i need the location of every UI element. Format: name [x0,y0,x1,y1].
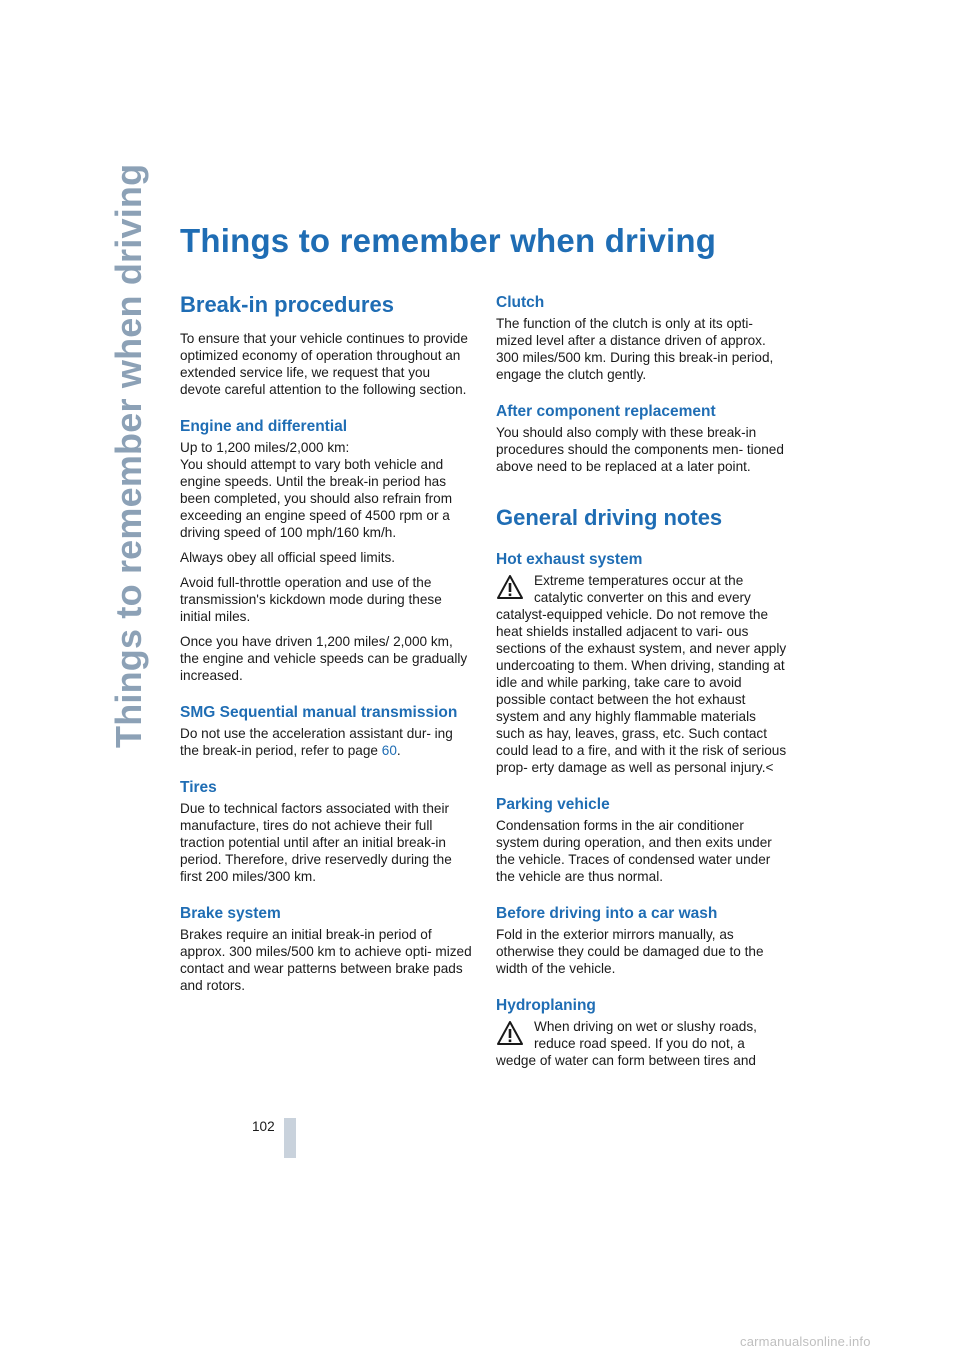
after-replacement-heading: After component replacement [496,403,716,420]
watermark: carmanualsonline.info [740,1334,871,1349]
exhaust-heading: Hot exhaust system [496,551,643,568]
after-replacement-text: You should also comply with these break-in procedures should the components men- tioned above need to be replaced at a later point. [496,425,784,474]
breakin-intro: To ensure that your vehicle continues to provide optimized economy of operation throughout an extended service life, we request that you devote careful attention to the following section. [180,331,468,397]
hydroplaning-heading: Hydroplaning [496,997,596,1014]
smg-text-body: Do not use the acceleration assistant dur- ing the break-in period, refer to page [180,726,453,758]
warning-triangle-icon [496,1020,524,1046]
tires-heading: Tires [180,779,217,796]
engine-p3: Always obey all official speed limits. [180,550,396,565]
clutch-heading: Clutch [496,294,545,311]
hydroplaning-text-body: When driving on wet or slushy roads, reduce road speed. If you do not, a wedge of water can form between tires and [496,1019,757,1068]
exhaust-text [496,572,788,776]
side-title-text: Things to remember when driving [108,163,149,748]
page-bar [284,1118,296,1158]
parking-text: Condensation forms in the air conditioner system during operation, and then exits under the vehicle. Traces of condensed water under the vehicle are thus normal. [496,818,772,884]
right-column [496,292,788,1077]
carwash-text: Fold in the exterior mirrors manually, as otherwise they could be damaged due to the width of the vehicle. [496,927,764,976]
tires-text: Due to technical factors associated with their manufacture, tires do not achieve their full traction potential until after an initial break-in period. Therefore, drive reservedly during the first 200 miles/300 km. [180,801,452,884]
breakin-heading: Break-in procedures [180,292,394,317]
brakes-heading: Brake system [180,905,281,922]
left-column [180,292,472,1002]
side-title [108,163,149,748]
page-reference-link[interactable]: 60 [381,743,397,758]
parking-heading: Parking vehicle [496,796,610,813]
smg-heading: SMG Sequential manual transmission [180,704,458,721]
carwash-heading: Before driving into a car wash [496,905,718,922]
engine-p5: Once you have driven 1,200 miles/ 2,000 km, the engine and vehicle speeds can be gradually increased. [180,634,468,683]
smg-text [180,725,472,759]
warning-triangle-icon [496,574,524,600]
engine-p2: You should attempt to vary both vehicle and engine speeds. Until the break-in period has been completed, you should also refrain from exceeding an engine speed of 4500 rpm or a driving speed of 100 mph/160 km/h. [180,457,453,540]
smg-text-end: . [396,743,401,758]
end-mark: < [765,760,774,775]
general-notes-heading: General driving notes [496,505,723,530]
engine-p1: Up to 1,200 miles/2,000 km: [180,440,350,455]
engine-p4: Avoid full-throttle operation and use of the transmission's kickdown mode during these initial miles. [180,575,442,624]
page-title: Things to remember when driving [180,222,717,259]
page-number: 102 [252,1119,275,1134]
clutch-text: The function of the clutch is only at its opti- mized level after a distance driven of approx. 300 miles/500 km. During this break-in period, engage the clutch gently. [496,316,774,382]
hydroplaning-text [496,1018,788,1069]
exhaust-text-body: Extreme temperatures occur at the catalytic converter on this and every catalyst-equipped vehicle. Do not remove the heat shields installed adjacent to vari- ous sections of the exhaust system, and never apply undercoating to them. When driving, standing at idle and while parking, take care to avoid possible contact between the hot exhaust system and any highly flammable materials such as hay, leaves, grass, etc. Such contact could lead to a fire, and with it the risk of serious prop- erty damage as well as personal injury. [496,573,787,775]
engine-heading: Engine and differential [180,418,348,435]
brakes-text: Brakes require an initial break-in period of approx. 300 miles/500 km to achieve opti- mized contact and wear patterns between brake pads and rotors. [180,927,472,993]
